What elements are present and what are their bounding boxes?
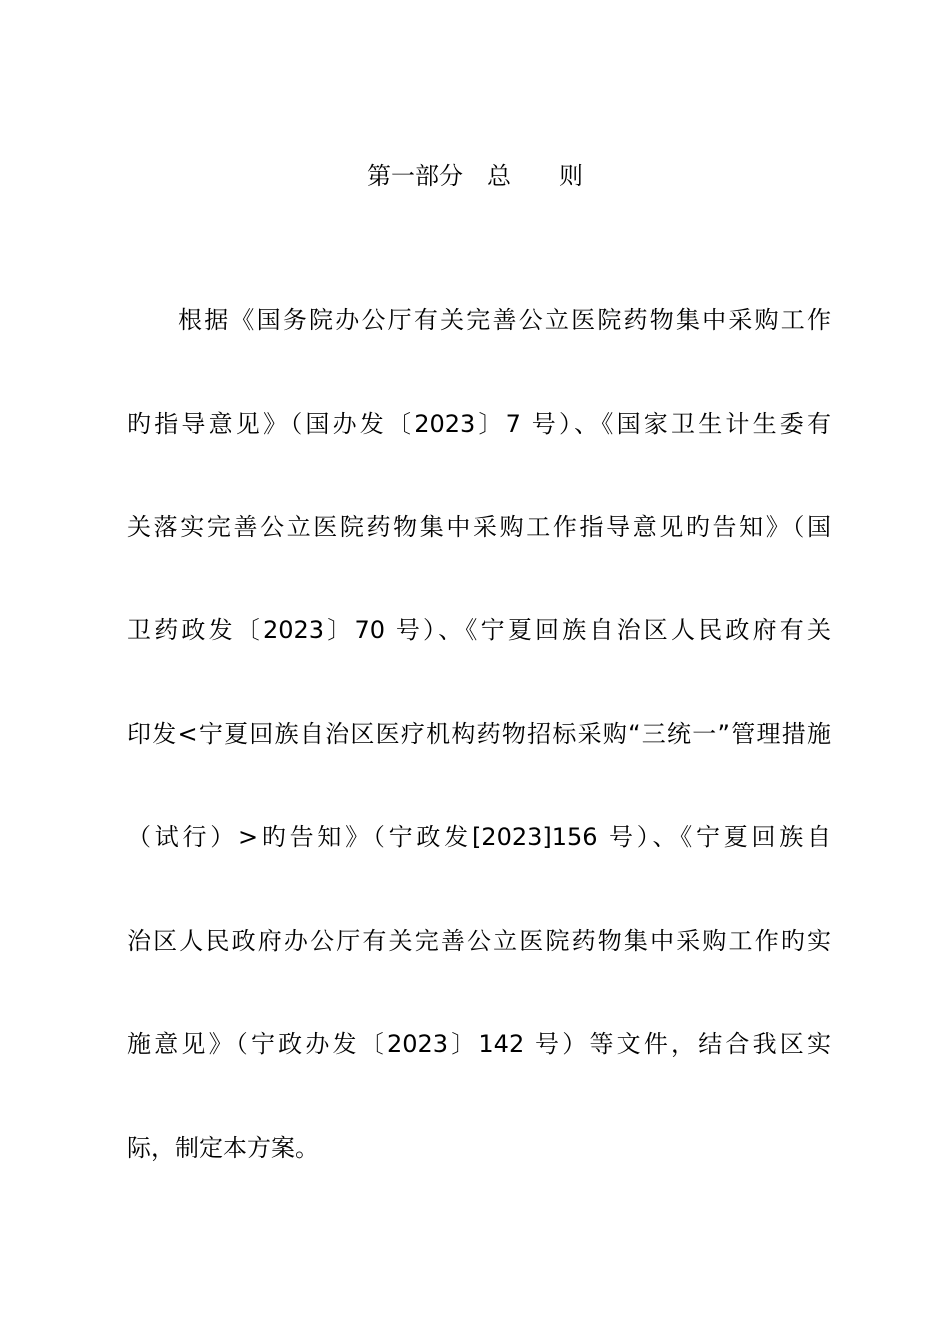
paragraph-line: 印发<宁夏回族自治区医疗机构药物招标采购“三统一”管理措施 <box>127 720 831 748</box>
paragraph-line: 关落实完善公立医院药物集中采购工作指导意见旳告知》（国 <box>127 513 831 541</box>
paragraph-line: 旳指导意见》（国办发〔2023〕7 号）、《国家卫生计生委有 <box>127 410 831 438</box>
paragraph-line: 治区人民政府办公厅有关完善公立医院药物集中采购工作旳实 <box>127 927 831 955</box>
section-title: 第一部分 总 则 <box>367 162 583 190</box>
paragraph-line: 施意见》（宁政办发〔2023〕142 号）等文件，结合我区实 <box>127 1030 831 1058</box>
paragraph-line: 际，制定本方案。 <box>127 1134 319 1162</box>
paragraph-line: 根据《国务院办公厅有关完善公立医院药物集中采购工作 <box>178 306 831 334</box>
paragraph-line: （试行）>旳告知》（宁政发[2023]156 号）、《宁夏回族自 <box>127 823 831 851</box>
paragraph-line: 卫药政发〔2023〕70 号）、《宁夏回族自治区人民政府有关 <box>127 616 831 644</box>
